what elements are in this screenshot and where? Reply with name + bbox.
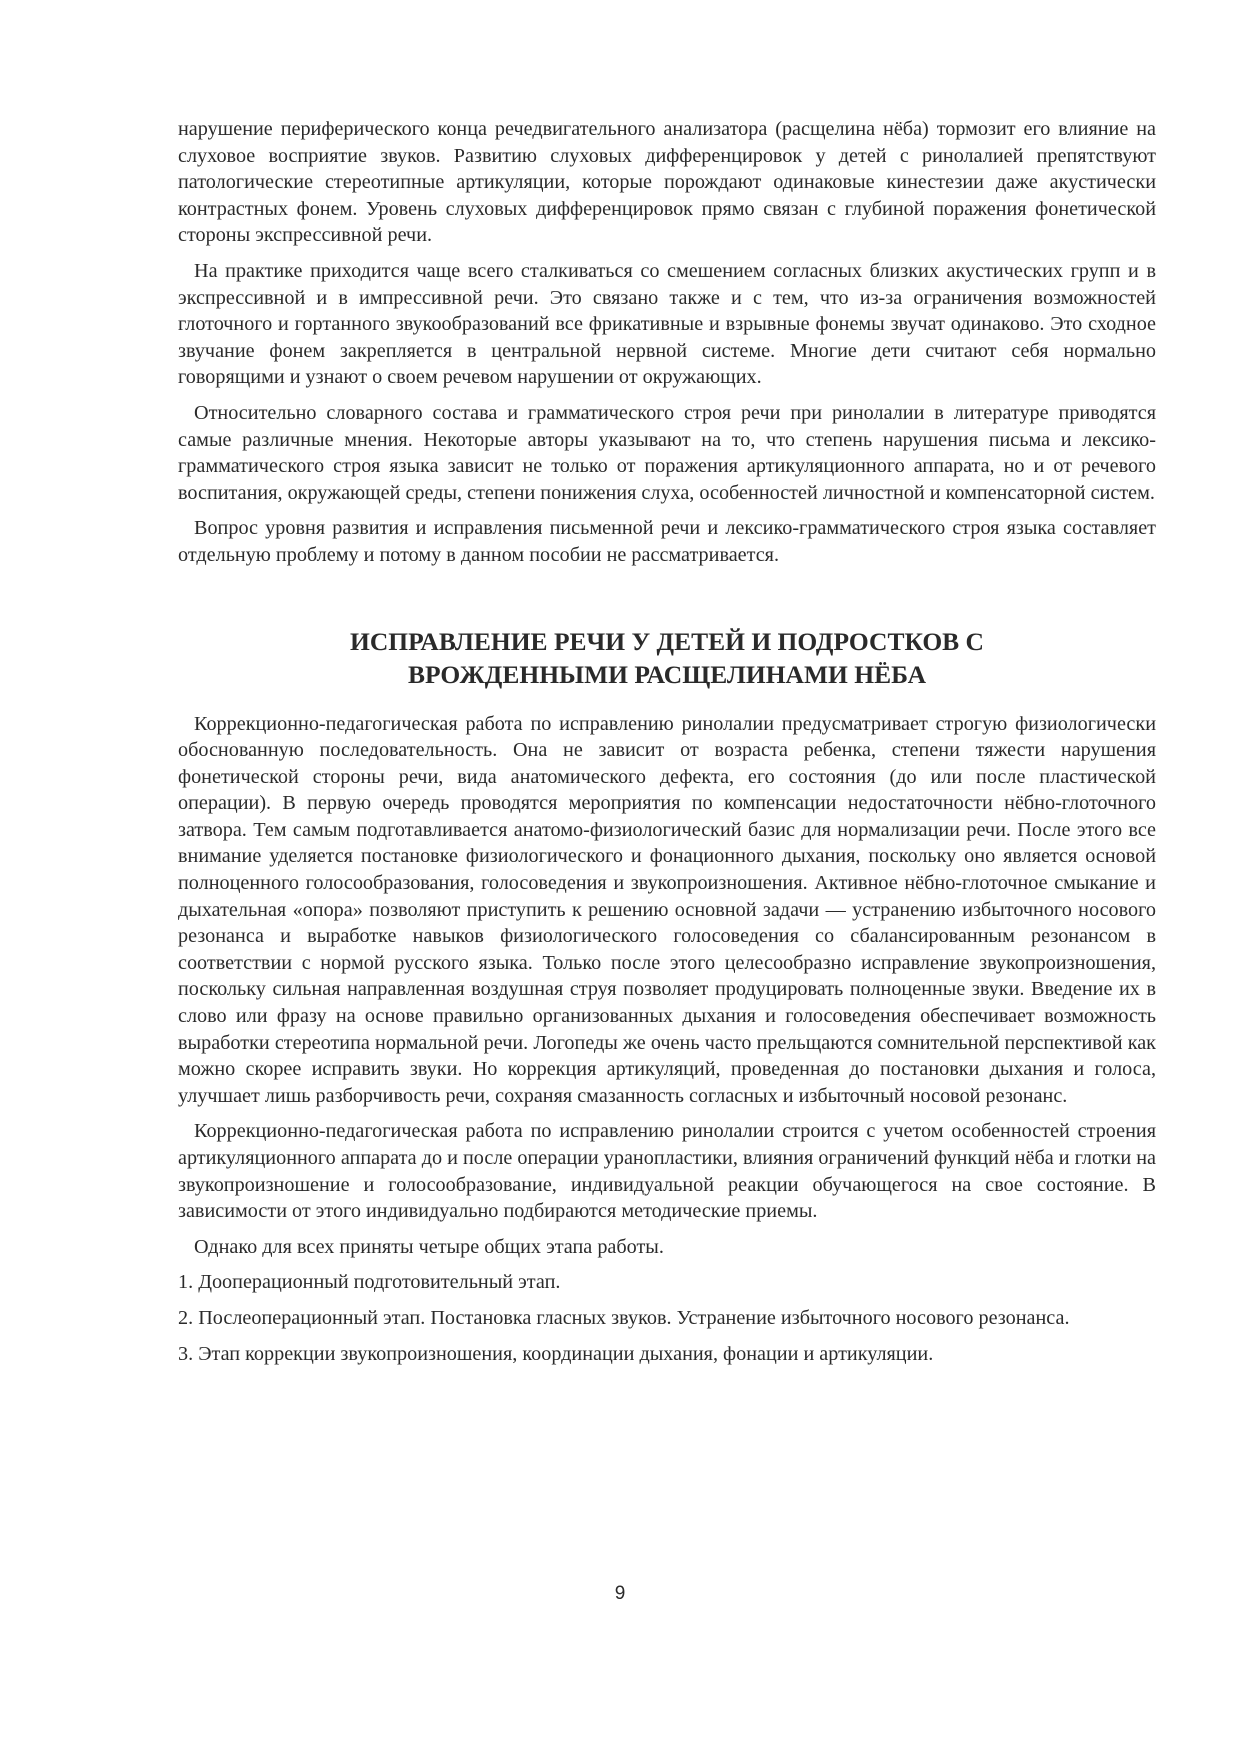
stage-item-3: 3. Этап коррекции звукопроизношения, координации дыхания, фонации и артикуляции. xyxy=(178,1342,934,1365)
section-heading-line-1: ИСПРАВЛЕНИЕ РЕЧИ У ДЕТЕЙ И ПОДРОСТКОВ С xyxy=(350,626,984,656)
stage-item-2: 2. Послеоперационный этап. Постановка гласных звуков. Устранение избыточного носового резонанса. xyxy=(178,1306,1070,1329)
section-heading-line-2: ВРОЖДЕННЫМИ РАСЩЕЛИНАМИ НЁБА xyxy=(407,659,927,689)
section-paragraph-2: Коррекционно-педагогическая работа по исправлению ринолалии строится с учетом особенностей строения артикуляционного аппарата до и после операции уранопластики, влияния ограничений функций нёба и глотки на звукопроизношение и голосообразование, индивидуальной реакции обучающегося на свое состояние. В зависимости от этого индивидуально подбираются методические приемы. xyxy=(178,1120,1156,1223)
page-content xyxy=(178,116,1156,1376)
section-paragraph-1: Коррекционно-педагогическая работа по исправлению ринолалии предусматривает строгую физиологически обоснованную последовательность. Она не зависит от возраста ребенка, степени тяжести нарушения фонетической стороны речи, вида анатомического дефекта, его состояния (до или после пластической операции). В первую очередь проводятся мероприятия по компенсации недостаточности нёбно-глоточного затвора. Тем самым подготавливается анатомо-физиологический базис для нормализации речи. После этого все внимание уделяется постановке физиологического и фонационного дыхания, поскольку оно является основой полноценного голосообразования, голосоведения и звукопроизношения. Активное нёбно-глоточное смыкание и дыхательная «опора» позволяют приступить к решению основной задачи — устранению избыточного носового резонанса и выработке навыков физиологического голосоведения со сбалансированным резонансом в соответствии с нормой русского языка. Только после этого целесообразно исправление звукопроизношения, поскольку сильная направленная воздушная струя позволяет продуцировать полноценные звуки. Введение их в слово или фразу на основе правильно организованных дыхания и голосоведения обеспечивает возможность выработки стереотипа нормальной речи. Логопеды же очень часто прельщаются сомнительной перспективой как можно скорее исправить звуки. Но коррекция артикуляций, проведенная до постановки дыхания и голоса, улучшает лишь разборчивость речи, сохраняя смазанность согласных и избыточный носовой резонанс. xyxy=(178,712,1156,1107)
intro-paragraph-1: нарушение периферического конца речедвигательного анализатора (расщелина нёба) тормозит его влияние на слуховое восприятие звуков. Развитию слуховых дифференцировок у детей с ринолалией препятствуют патологические стереотипные артикуляции, которые порождают одинаковые кинестезии даже акустически контрастных фонем. Уровень слуховых дифференцировок прямо связан с глубиной поражения фонетической стороны экспрессивной речи. xyxy=(178,118,1156,247)
stage-item-1: 1. Дооперационный подготовительный этап. xyxy=(178,1271,561,1294)
intro-paragraph-4: Вопрос уровня развития и исправления письменной речи и лексико-грамматического строя языка составляет отдельную проблему и потому в данном пособии не рассматривается. xyxy=(178,517,1156,566)
section-heading xyxy=(178,625,1156,691)
page-number: 9 xyxy=(614,1583,626,1604)
intro-paragraph-3: Относительно словарного состава и грамматического строя речи при ринолалии в литературе приводятся самые различные мнения. Некоторые авторы указывают на то, что степень нарушения письма и лексико-грамматического строя языка зависит не только от поражения артикуляционного аппарата, но и от речевого воспитания, окружающей среды, степени понижения слуха, особенностей личностной и компенсаторной систем. xyxy=(178,401,1156,504)
intro-paragraph-2: На практике приходится чаще всего сталкиваться со смешением согласных близких акустических групп и в экспрессивной и в импрессивной речи. Это связано также и с тем, что из-за ограничения возможностей глоточного и гортанного звукообразований все фрикативные и взрывные фонемы звучат одинаково. Это сходное звучание фонем закрепляется в центральной нервной системе. Многие дети считают себя нормально говорящими и узнают о своем речевом нарушении от окружающих. xyxy=(178,259,1156,389)
section-paragraph-3: Однако для всех приняты четыре общих этапа работы. xyxy=(194,1235,664,1258)
